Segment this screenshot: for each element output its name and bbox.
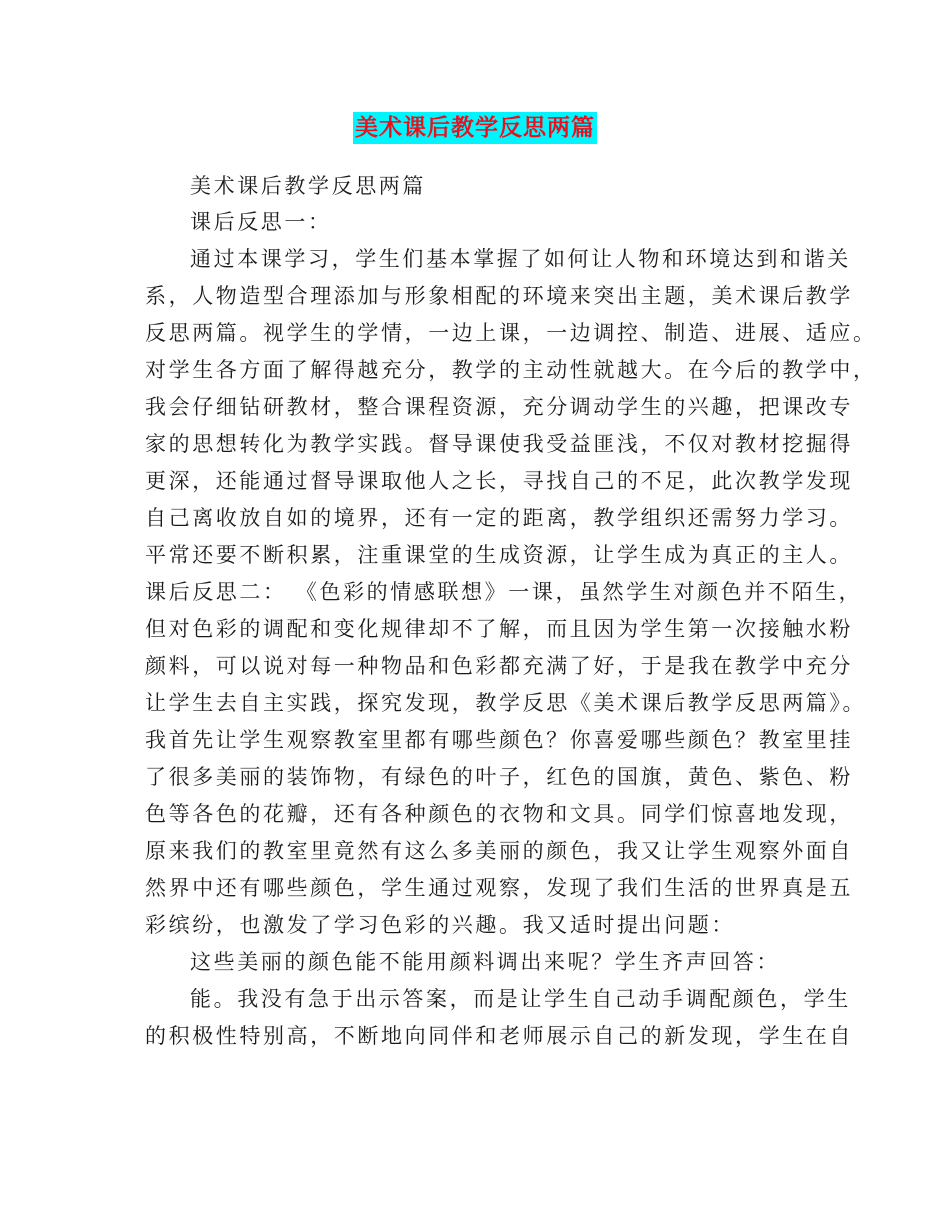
- paragraph-line: 了很多美丽的装饰物，有绿色的叶子，红色的国旗，黄色、紫色、粉: [145, 765, 853, 789]
- paragraph-line: 对学生各方面了解得越充分，教学的主动性就越大。在今后的教学中，: [145, 358, 877, 382]
- title-wrapper: [0, 112, 950, 144]
- section-heading-1: 课后反思一：: [190, 210, 332, 234]
- paragraph-line: 然界中还有哪些颜色，学生通过观察，发现了我们生活的世界真是五: [145, 876, 853, 900]
- paragraph-line: 通过本课学习，学生们基本掌握了如何让人物和环境达到和谐关: [190, 247, 851, 271]
- document-title: 美术课后教学反思两篇: [353, 112, 597, 144]
- paragraph-line: 颜料，可以说对每一种物品和色彩都充满了好，于是我在教学中充分: [145, 654, 853, 678]
- paragraph-line: 让学生去自主实践，探究发现，教学反思《美术课后教学反思两篇》。: [145, 691, 867, 715]
- paragraph-line: 但对色彩的调配和变化规律却不了解，而且因为学生第一次接触水粉: [145, 617, 853, 641]
- paragraph-line: 能。我没有急于出示答案，而是让学生自己动手调配颜色，学生: [190, 987, 851, 1011]
- paragraph-line: 家的思想转化为教学实践。督导课使我受益匪浅，不仅对教材挖掘得: [145, 432, 853, 456]
- paragraph-line: 反思两篇。视学生的学情，一边上课，一边调控、制造、进展、适应。: [145, 321, 877, 345]
- subtitle-line: 美术课后教学反思两篇: [190, 174, 426, 198]
- paragraph-line: 系，人物造型合理添加与形象相配的环境来突出主题，美术课后教学: [145, 284, 853, 308]
- paragraph-line: 自己离收放自如的境界，还有一定的距离，教学组织还需努力学习。: [145, 506, 853, 530]
- paragraph-line: 平常还要不断积累，注重课堂的生成资源，让学生成为真正的主人。: [145, 543, 853, 567]
- paragraph-line: 的积极性特别高，不断地向同伴和老师展示自己的新发现，学生在自: [145, 1024, 853, 1048]
- paragraph-line: 彩缤纷，也激发了学习色彩的兴趣。我又适时提出问题：: [145, 913, 735, 937]
- paragraph-line: 这些美丽的颜色能不能用颜料调出来呢？学生齐声回答：: [190, 950, 780, 974]
- paragraph-line: 我会仔细钻研教材，整合课程资源，充分调动学生的兴趣，把课改专: [145, 395, 853, 419]
- paragraph-line: 色等各色的花瓣，还有各种颜色的衣物和文具。同学们惊喜地发现，: [145, 802, 853, 826]
- paragraph-line: 我首先让学生观察教室里都有哪些颜色？你喜爱哪些颜色？教室里挂: [145, 728, 853, 752]
- paragraph-line: 原来我们的教室里竟然有这么多美丽的颜色，我又让学生观察外面自: [145, 839, 853, 863]
- paragraph-line: 更深，还能通过督导课取他人之长，寻找自己的不足，此次教学发现: [145, 469, 853, 493]
- section-heading-2-line: 课后反思二： 《色彩的情感联想》一课，虽然学生对颜色并不陌生，: [145, 580, 863, 604]
